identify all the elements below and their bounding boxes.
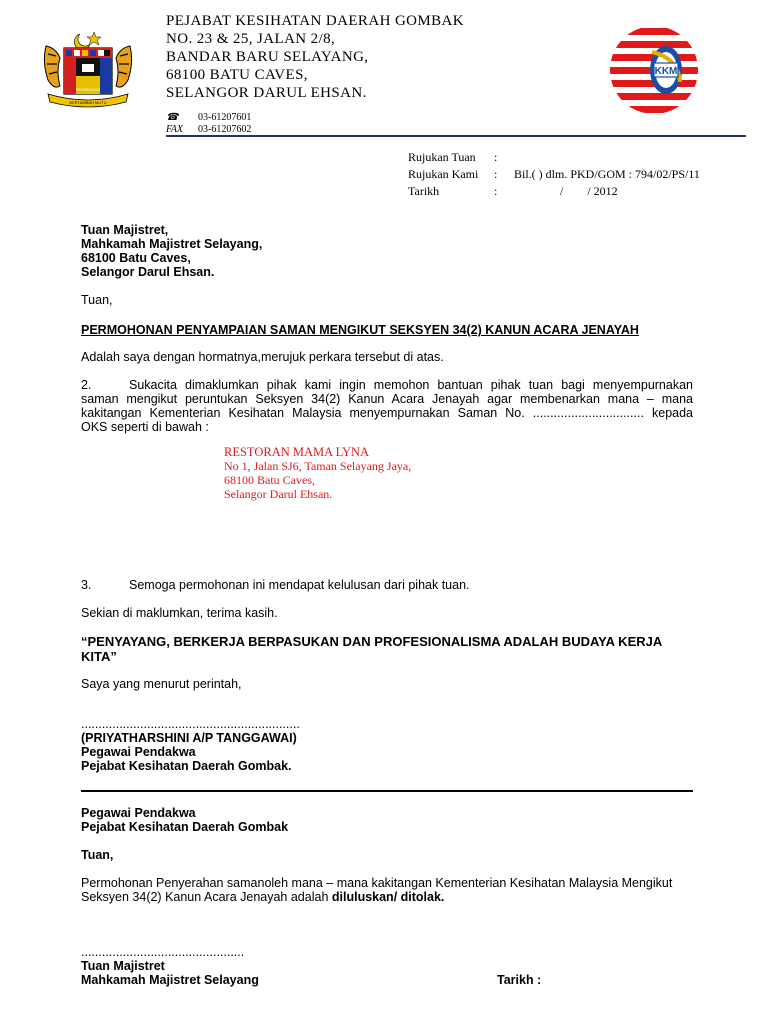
svg-text:KKM: KKM: [654, 66, 678, 77]
letterhead-divider: [166, 135, 746, 137]
salutation: Tuan,: [81, 293, 113, 307]
paragraph-3: 3. Semoga permohonan ini mendapat kelulusan dari pihak tuan.: [81, 578, 470, 592]
signature-block: [81, 717, 300, 773]
kkm-logo-icon: [606, 22, 702, 118]
subject-heading: PERMOHONAN PENYAMPAIAN SAMAN MENGIKUT SEKSYEN 34(2) KANUN ACARA JENAYAH: [81, 323, 639, 337]
ref-row: Rujukan Kami : Bil.( ) dlm. PKD/GOM : 794/02/PS/11: [408, 167, 700, 181]
signature-line: ...............................................: [81, 945, 245, 959]
sign-off: Saya yang menurut perintah,: [81, 677, 242, 691]
ref-row: Tarikh : / / 2012: [408, 184, 618, 198]
letterhead-line: NO. 23 & 25, JALAN 2/8,: [166, 31, 336, 47]
letterhead-line: 68100 BATU CAVES,: [166, 67, 308, 83]
reply-salutation: Tuan,: [81, 848, 114, 862]
section-divider: [81, 790, 693, 792]
signatory-title: Pegawai Pendakwa: [81, 745, 196, 759]
reply-recipient: Pegawai Pendakwa Pejabat Kesihatan Daerah Gombak: [81, 806, 289, 834]
phone-icon: ☎: [166, 112, 179, 123]
reply-paragraph: Permohonan Penyerahan samanoleh mana – mana kakitangan Kementerian Kesihatan Malaysia Mengikut Seksyen 34(2) Kanun Acara Jenayah adalah diluluskan/ ditolak.: [81, 876, 673, 904]
date-label: Tarikh :: [497, 973, 542, 987]
malaysia-coat-of-arms-icon: [38, 28, 138, 112]
svg-text:BERSEKUTU: BERSEKUTU: [75, 87, 101, 92]
letterhead-address: [166, 12, 464, 102]
motto: “PENYAYANG, BERKERJA BERPASUKAN DAN PROFESIONALISMA ADALAH BUDAYA KERJA KITA”: [81, 634, 662, 664]
phone-number: 03-61207601: [198, 112, 252, 123]
fax-number: 03-61207602: [198, 124, 252, 135]
magistrate-signature-block: ............................................... Tuan Majistret Mahkamah Majistret Selayang: [81, 945, 259, 987]
letterhead-line: BANDAR BARU SELAYANG,: [166, 49, 369, 65]
fax-label: FAX: [166, 124, 184, 135]
paragraph-2: 2. Sukacita dimaklumkan pihak kami ingin memohon bantuan pihak tuan bagi menyempurnakan saman mengikut peruntukan Seksyen 34(2) Kanun Acara Jenayah agar membenarkan mana – mana kakitangan Kementerian Kesihatan Malaysia menyempurnakan Saman No. ................................ kepada OKS seperti di bawah :: [81, 378, 693, 434]
contact-block: [166, 112, 251, 136]
reference-block: [408, 149, 700, 200]
signature-line: ...............................................................: [81, 717, 300, 731]
recipient-address: Tuan Majistret, Mahkamah Majistret Selayang, 68100 Batu Caves, Selangor Darul Ehsan.: [81, 223, 263, 279]
closing-line: Sekian di maklumkan, terima kasih.: [81, 606, 278, 620]
oks-address: RESTORAN MAMA LYNA No 1, Jalan SJ6, Taman Selayang Jaya, 68100 Batu Caves, Selangor Darul Ehsan.: [224, 445, 412, 501]
svg-text:BERTAMBAH MUTU: BERTAMBAH MUTU: [69, 100, 107, 105]
letterhead-line: SELANGOR DARUL EHSAN.: [166, 85, 367, 101]
signatory-name: (PRIYATHARSHINI A/P TANGGAWAI): [81, 731, 297, 745]
letterhead-line: PEJABAT KESIHATAN DAERAH GOMBAK: [166, 13, 465, 29]
signatory-office: Pejabat Kesihatan Daerah Gombak.: [81, 759, 292, 773]
ref-row: Rujukan Tuan :: [408, 150, 498, 164]
intro-paragraph: Adalah saya dengan hormatnya,merujuk perkara tersebut di atas.: [81, 350, 444, 364]
